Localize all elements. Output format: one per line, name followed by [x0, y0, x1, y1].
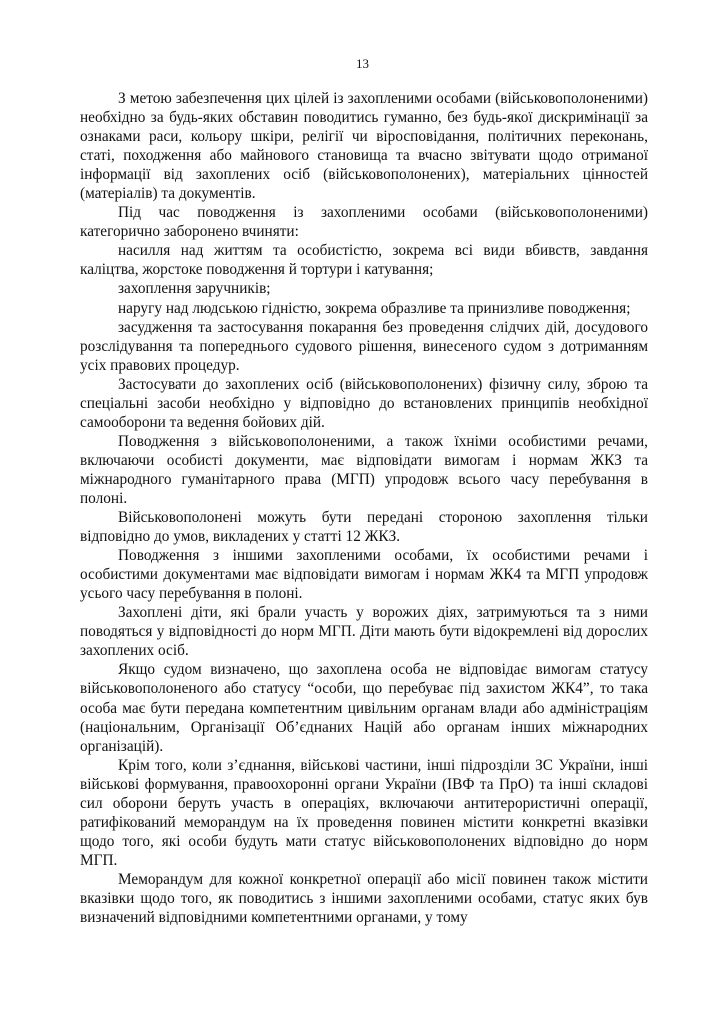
paragraph: Застосувати до захоплених осіб (військовополонених) фізичну силу, зброю та спеціальні засоби необхідно у відповідно до встановлених принципів необхідної самооборони та ведення бойових дій. [80, 375, 648, 431]
paragraph: З метою забезпечення цих цілей із захопленими особами (військовополоненими) необхідно за будь-яких обставин поводитись гуманно, без будь-якої дискримінації за ознаками раси, кольору шкіри, релігії чи віросповідання, політичних переконань, статі, походження або майнового становища та вчасно звітувати щодо отриманої інформації від захоплених осіб (військовополонених), матеріальних цінностей (матеріалів) та документів. [80, 90, 648, 203]
list-item: захоплення заручників; [118, 280, 271, 298]
paragraph: Поводження з військовополоненими, а також їхніми особистими речами, включаючи особисті документи, має відповідати вимогам і нормам ЖКЗ та міжнародного гуманітарного права (МГП) упродовж всього часу перебування в полоні. [80, 432, 648, 507]
paragraph: Військовополонені можуть бути передані стороною захоплення тільки відповідно до умов, викладених у статті 12 ЖКЗ. [80, 509, 648, 546]
paragraph: Якщо судом визначено, що захоплена особа не відповідає вимогам статусу військовополоненого або статусу “особи, що перебуває під захистом ЖК4”, то така особа має бути передана компетентним цивільним органам влади або адміністраціям (національним, Організації Об’єднаних Націй або органам інших міжнародних організацій). [80, 661, 648, 755]
list-item: засудження та застосування покарання без проведення слідчих дій, досудового розслідування та попереднього судового рішення, винесеного судом з дотриманням усіх правових процедур. [80, 318, 648, 374]
paragraph: Під час поводження із захопленими особами (військовополоненими) категорично заборонено вчиняти: [80, 204, 648, 241]
paragraph: Меморандум для кожної конкретної операції або місії повинен також містити вказівки щодо того, як поводитись з іншими захопленими особами, статус яких був визначений відповідними компетентними органами, у тому [80, 870, 648, 927]
paragraph: Крім того, коли з’єднання, військові частини, інші підрозділи ЗС України, інші військові формування, правоохоронні органи України (ІВФ та ПрО) та інші складові сил оборони беруть участь в операціях, включаючи антитерористичні операції, ратифікований меморандум на їх проведення повинен містити конкретні вказівки щодо того, які особи будуть мати статус військовополонених відповідно до норм МГП. [80, 756, 648, 869]
list-item: насилля над життям та особистістю, зокрема всі види вбивств, завдання каліцтва, жорстоке поводження й тортури і катування; [80, 242, 648, 279]
list-item: наругу над людською гідністю, зокрема образливе та принизливе поводження; [118, 299, 631, 317]
document-body [80, 89, 648, 927]
paragraph: Захоплені діти, які брали участь у ворожих діях, затримуються та з ними поводяться у відповідності до норм МГП. Діти мають бути відокремлені від дорослих захоплених осіб. [80, 604, 648, 660]
page-number: 13 [356, 56, 369, 71]
paragraph: Поводження з іншими захопленими особами, їх особистими речами і особистими документами має відповідати вимогам і нормам ЖК4 та МГП упродовж усього часу перебування в полоні. [80, 547, 648, 603]
